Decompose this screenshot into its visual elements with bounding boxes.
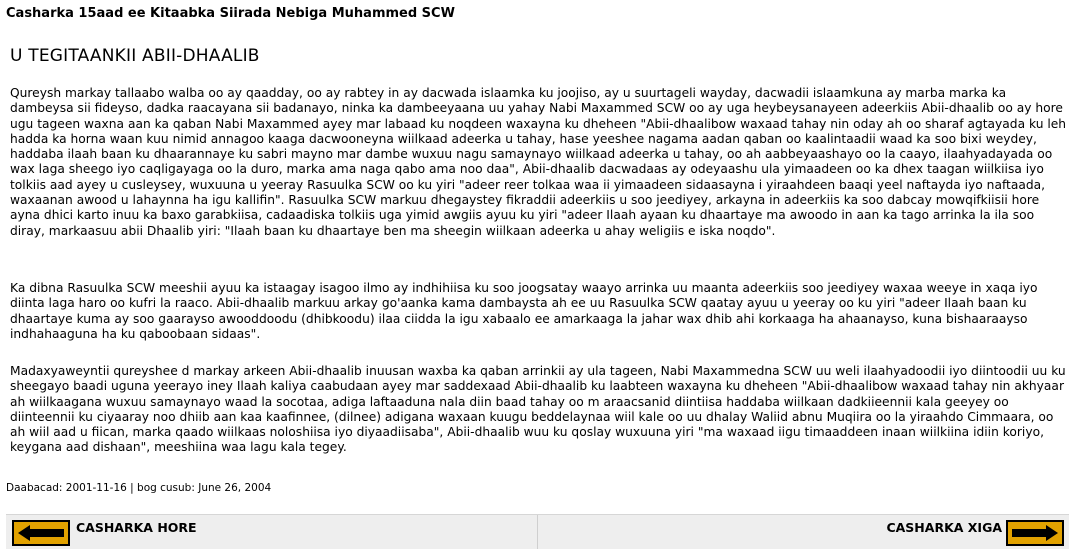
- page-title: Casharka 15aad ee Kitaabka Siirada Nebiga Muhammed SCW: [6, 6, 455, 21]
- previous-lesson-link[interactable]: [6, 515, 538, 549]
- previous-lesson-label[interactable]: CASHARKA HORE: [76, 520, 197, 535]
- left-arrow-icon[interactable]: [12, 520, 70, 546]
- paragraph-3: Madaxyaweyntii qureyshee d markay arkeen Abii-dhaalib inuusan waxba ka qaban arrinkii ay ula tageen, Nabi Maxammedna SCW uu weli ilaahyadoodii iyo diintoodii uu ku sheegayo baadi uguna yeerayo iney Ilaah kaliya caabudaan ayey mar saddexaad Abii-dhaalib ku laabteen waxayna ku dheheen "Abii-dhaalibow waxaad tahay nin akhyaar ah wiilkaagana wuxuu samaynayo waad la socotaa, adiga laftaaduna nala diin baad tahay oo m araacsanid diintiisa haddaba wiilkaan dadkiieennii kala geeyey oo diinteennii ku ciyaaray noo dhiib aan kaa kaafinnee, (dilnee) adigana waxaan kuugu beddelaynaa wiil kale oo uu dhalay Waliid abnu Muqiira oo la yiraahdo Cimmaara, oo ah wiil aad u fiican, marka qaado wiilkaas noloshiisa iyo diyaadiisaba", Abii-dhaalib wuu ku qoslay wuxuuna yiri "ma waxaad iigu timaaddeen inaan wiilkiina idiin koriyo, keygana aad dishaan", meeshiina waa lagu kala tegey.: [10, 364, 1066, 455]
- publication-dates: Daabacad: 2001-11-16 | bog cusub: June 26, 2004: [6, 482, 272, 494]
- paragraph-2: Ka dibna Rasuulka SCW meeshii ayuu ka istaagay isagoo ilmo ay indhihiisa ku soo joogsatay waayo arrinka uu maanta adeerkiis soo jeediyey waxaa weeye in xaqa iyo diinta laga haro oo kufri la raaco. Abii-dhaalib markuu arkay go'aanka kama dambaysta ah ee uu Rasuulka SCW qaatay ayuu u yeeray oo ku yiri "adeer Ilaah baan ku dhaartaye kuma ay soo gaarayso awooddoodu (dhibkoodu) ilaa ciidda la igu xabaalo ee amarkaaga la jahar wax dhib ahi korkaaga ha ahaanayso, kuna bishaaraayso indhahaaguna ha ku qaboobaan sidaas".: [10, 281, 1038, 341]
- lesson-navigation-bar: [6, 514, 1069, 549]
- next-lesson-link[interactable]: [540, 515, 1069, 549]
- right-arrow-icon[interactable]: [1006, 520, 1064, 546]
- next-lesson-label[interactable]: CASHARKA XIGA: [886, 520, 1002, 535]
- lesson-heading: U TEGITAANKII ABII-DHAALIB: [10, 46, 260, 66]
- paragraph-1: Qureysh markay tallaabo walba oo ay qaadday, oo ay rabtey in ay dacwada islaamka ku joojiso, ay u suurtageli wayday, dacwadii islaamkuna ay marba marka ka dambeysa sii fideyso, dadka raacayana sii badanayo, ninka ka dambeeyaana uu yahay Nabi Maxammed SCW oo ay uga heybeysanayeen adeerkiis Abii-dhaalib oo ay hore ugu tageen waxna aan ka qaban Nabi Maxammed ayey mar labaad ku noqdeen waxayna ku dheheen "Abii-dhaalibow waxaad tahay nin oday ah oo sharaf agtayada ku leh haddа ka horna waan kuu nimid annagoo kaaga dacwooneyna wiilkaad adeerka u tahay, hase yeeshee nagama aadan qaban oo kaalintaadii waad ka soo bixi weydey, haddaba ilaah baan ku dhaarannaye ku sabri mayno mar dambe wuxuu nagu samaynayo wiilkaad adeerka u tahay, oo ah aabbeyaashayo oo la caayo, ilaahyadayada oo wax laga sheego iyo caqligayaga oo la duro, marka ama naga qabo ama noo daa", Abii-dhaalib dacwadaas ay odeyaashu ula yimaadeen oo ka dhex taagan wiilkiisa iyo tolkiis aad ayey u cusleysey, wuxuuna u yeeray Rasuulka SCW oo ku yiri "adeer reer tolkaa waa ii yimaadeen sidaasayna i yiraahdeen baaqi yeel naftayda iyo naftaada, waxaanan awood u lahaynna ha igu kallifin". Rasuulka SCW markuu dhegaystey fikraddii adeerkiis u soo jeediyey, arkayna in adeerkiis ka soo dabcay mowqifkiisii hore ayna dhici karto inuu ka baxo garabkiisa, cadaadiska tolkiis uga yimid awgiis ayuu ku yiri "adeer Ilaah ayaan ku dhaartaye ma awoodo in aan ka tago arrinka la ila soo diray, markaasuu abii Dhaalib yiri: "Ilaah baan ku dhaartaye ben ma sheegin wiilkaan adeerka u ahay weligiis e iska noqdo".: [10, 86, 1067, 238]
